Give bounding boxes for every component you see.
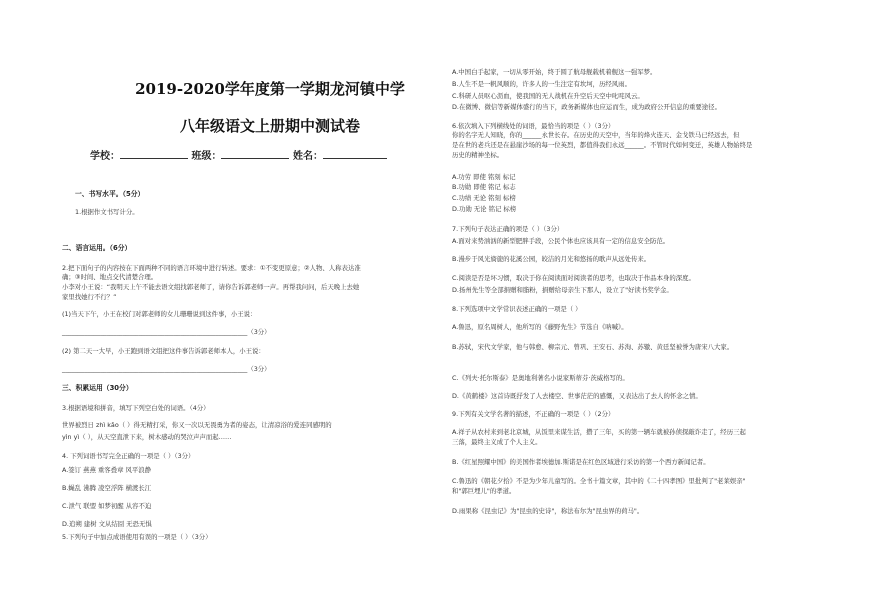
left-line: A.签订 燕燕 重客叠章 风平浪静 <box>62 466 152 474</box>
right-line: 8.下列选项中文学常识表述正确的一项是（ ） <box>452 305 582 313</box>
school-blank <box>120 148 188 159</box>
left-line: __________________________________________________________（3分） <box>62 365 271 373</box>
left-line: yìn yì（ ），从天空直泄下来，树木感动的哭泣声声而起…… <box>62 433 232 441</box>
right-line: D.功勋 无论 铭记 标榜 <box>452 205 517 213</box>
right-line: B.功勋 即使 铭记 标志 <box>452 183 516 191</box>
right-line: 你的名字无人知晓，你的______永世长存。在历史的天空中，当年的烽火连天、金戈铁马已经远去，但 <box>452 131 740 139</box>
right-line: A.面对来势汹汹的新型肥胖手段，公民个体也应该具有一定的信息安全防范。 <box>452 237 670 245</box>
left-line: 一、书写水平。（5分） <box>75 190 145 198</box>
left-line: 确；③时间、地点交代清楚合理。 <box>62 273 158 281</box>
right-line: A.祥子从农村来到老北京城，从饭里来谋生活，攒了三年，买的第一辆车就被孙侦探敲诈走了，经历三起 <box>452 428 746 436</box>
left-line: (2) 第二天一大早，小王跑到语文组把这件事告诉郭老师本人，小王说： <box>62 347 265 355</box>
left-line: 3.根据语境和拼音，填写下列空白处的词语。（4分） <box>62 404 210 412</box>
right-line: C.功绩 无论 铭刻 标榜 <box>452 194 516 202</box>
right-line: A.中国白手起家，一切从零开始，终于圆了航母舰载机着舰这一强军梦。 <box>452 68 657 76</box>
left-line: B.蝇乱 沸腾 凌空浮阵 横渡长江 <box>62 484 152 492</box>
right-line: A.功劳 即使 铭刻 标记 <box>452 173 516 181</box>
left-line: C.泄气 联盟 如梦初醒 从容不迫 <box>62 502 152 510</box>
right-line: 9.下列有关文学名著的描述，不正确的一项是（ ）（2分） <box>452 410 615 418</box>
right-line: D.《黄鹤楼》这首诗既抒发了人去楼空、世事茫茫的感慨，又表达出了去人的怀念之情。 <box>452 392 702 400</box>
left-line: D.追朔 建树 文从结囧 无恐无惧 <box>62 520 152 528</box>
left-line: 1.根据作文书写计分。 <box>75 208 139 216</box>
right-line: B.《红星照耀中国》的美国作者埃德加.斯诺是在红色区域进行采访的第一个西方新闻记者。 <box>452 458 710 466</box>
right-line: B.人生不是一帆风顺的，许多人的一生注定有坎坷，历经风雨。 <box>452 80 631 88</box>
right-line: A.鲁迅，原名周树人，他所写的《藤野先生》节选自《呐喊》。 <box>452 323 628 331</box>
right-line: C.鲁迅的《朝花夕拾》不是为少年儿童写的。全书十篇文章，其中的《二十四孝图》里批判了"老莱娱亲" <box>452 477 746 485</box>
left-line: __________________________________________________________（3分） <box>62 328 271 336</box>
right-line: 7.下列句子表达正确的项是（ ）（3分） <box>452 225 564 233</box>
right-line: 是在世的老兵还是在悬崖沙场的每一位英烈，都值得我们永远______。不管时代如何变迁，英雄人物始终是 <box>452 141 753 149</box>
left-line: 世界被烈日 zhì kǎo（ ）得无精打采，你又一次以无畏勇为者的姿态，让清凉浴的爱连同感明的 <box>62 421 332 429</box>
exam-title: 2019-2020学年度第一学期龙河镇中学 <box>135 80 405 98</box>
right-line: 历史的精神坐标。 <box>452 151 504 159</box>
right-line: 6.依次填入下列横线处的词语，最恰当的项是（ ）（3分） <box>452 122 615 130</box>
left-line: 2.把下面句子的内容按在下面两种不同的语言环境中进行转述。要求：①不变更原意；②人物、人称表达准 <box>62 264 361 272</box>
right-line: C.《列夫·托尔斯泰》是奥地利著名小说家斯蒂芬·茨威格写的。 <box>452 374 629 382</box>
right-line: D.在微博、微信等新媒体盛行的当下，政务新媒体也应运而生，成为政府公开信息的重要途径。 <box>452 103 721 111</box>
right-line: D.雨果称《昆虫记》为"昆虫的史诗"，称法布尔为"昆虫界的荷马"。 <box>452 507 644 515</box>
left-line: 小李对小王说：“我明天上午不能去语文组找郭老师了，请你告诉郭老师一声。再帮我问问，后天晚上去她 <box>62 283 360 291</box>
left-line: (1)当天下午，小王在校门对郭老师的女儿珊珊说到这件事，小王说： <box>62 310 257 318</box>
left-line: 5.下列句子中加点成语使用有误的一项是（ ）（3分） <box>62 533 212 541</box>
exam-subtitle: 八年级语文上册期中测试卷 <box>179 117 360 135</box>
right-line: D.扬州先生等全部捐赠和脂粉，捐赠给母亲生下那人，设立了"好读书奖学金。 <box>452 286 673 294</box>
class-blank <box>221 148 289 159</box>
right-line: B.苏轼，宋代文学家，他与韩愈、柳宗元、曾巩、王安石、苏洵、苏辙、黄廷坚被誉为唐宋八大家。 <box>452 343 734 351</box>
name-blank <box>323 148 387 159</box>
right-line: C.科研人员呕心沥血，使我国的无人战机在升空后天空中叱咤风云。 <box>452 92 644 100</box>
name-label: 姓名： <box>292 151 323 162</box>
right-line: 和"郭巨埋儿"的孝道。 <box>452 487 516 495</box>
left-line: 4. 下列词语书写完全正确的一项是（ ）（3分） <box>62 452 195 460</box>
left-line: 三、积累运用（30分） <box>62 384 133 392</box>
class-label: 班级： <box>191 151 222 162</box>
student-info-line <box>90 147 387 162</box>
left-line: 家里找她行不行？” <box>62 293 117 301</box>
right-line: C.阅读是否是坏习惯，取决于你在阅读面对阅读者的思考，也取决于作品本身的深度。 <box>452 274 695 282</box>
school-label: 学校： <box>90 151 120 162</box>
right-line: 三落，最终主义成了个人主义。 <box>452 438 542 446</box>
right-line: B.漫步于风光旖旎的花溪公园，皎洁的月光和悠扬的歌声从远处传来。 <box>452 255 651 263</box>
left-line: 二、语言运用。（6分） <box>62 244 132 252</box>
